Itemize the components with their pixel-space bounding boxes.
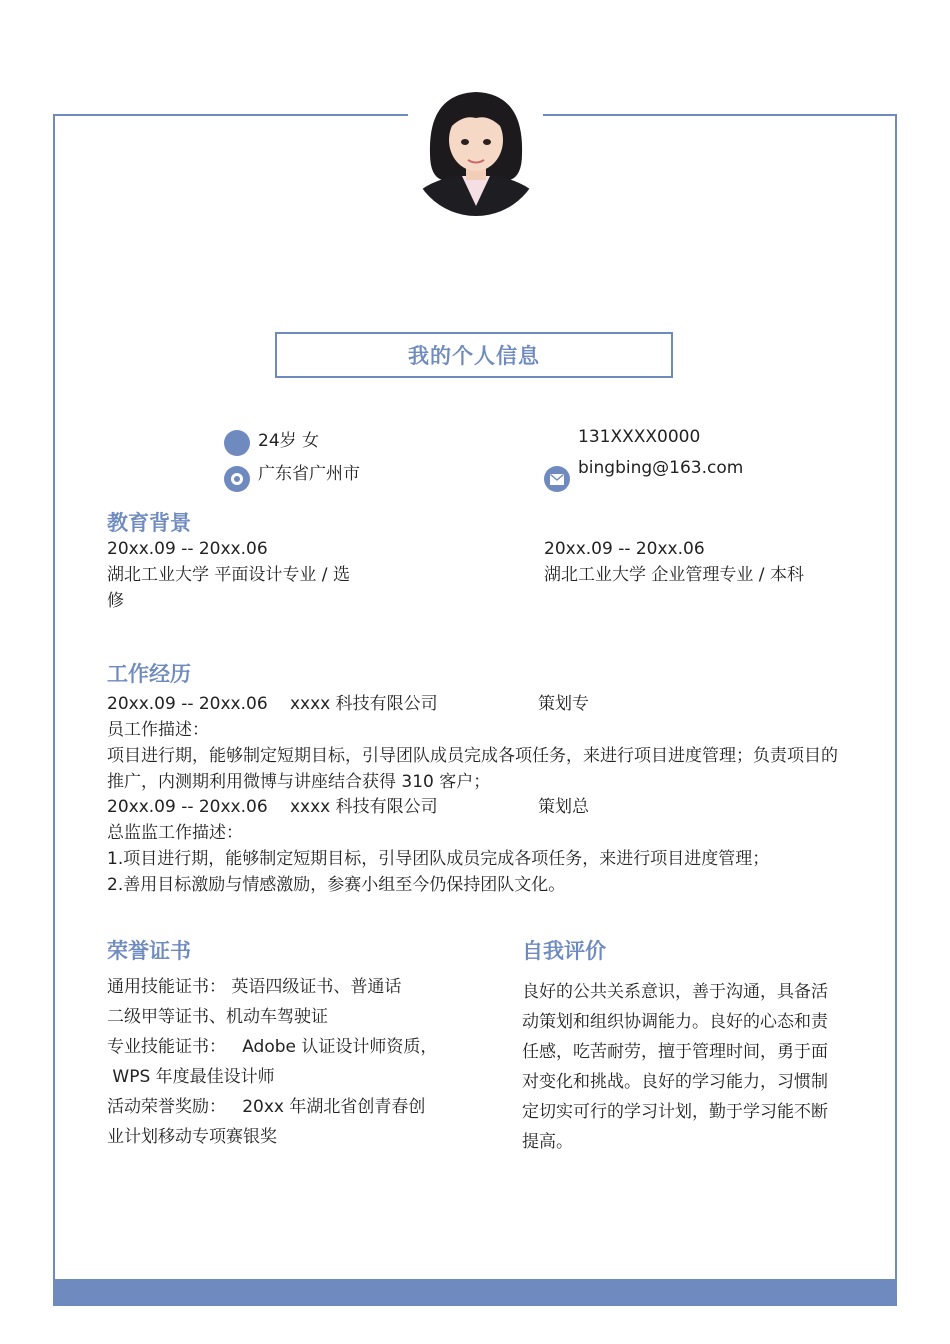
honors-line: 通用技能证书： 英语四级证书、普通话 xyxy=(107,977,402,997)
education-school-1: 湖北工业大学 平面设计专业 / 选 xyxy=(107,565,350,585)
job-2-company: xxxx 科技有限公司 xyxy=(290,797,438,817)
honors-line: WPS 年度最佳设计师 xyxy=(107,1067,275,1087)
job-1-header xyxy=(107,691,867,717)
avatar xyxy=(410,84,542,216)
education-school-2: 湖北工业大学 企业管理专业 / 本科 xyxy=(544,565,804,585)
self-eval-line: 定切实可行的学习计划，勤于学习能不断 xyxy=(522,1102,828,1122)
education-period-2: 20xx.09 -- 20xx.06 xyxy=(544,539,705,559)
self-eval-line: 任感，吃苦耐劳，擅于管理时间，勇于面 xyxy=(522,1042,828,1062)
frame-left-border xyxy=(53,114,55,1280)
work-heading: 工作经历 xyxy=(107,662,191,686)
job-1-title-rest: 员工作描述： xyxy=(107,720,209,740)
job-1-desc-1: 项目进行期，能够制定短期目标，引导团队成员完成各项任务，来进行项目进度管理；负责项目的 xyxy=(107,746,838,766)
honors-line: 活动荣誉奖励： 20xx 年湖北省创青春创 xyxy=(107,1097,426,1117)
job-2-desc-1: 1.项目进行期，能够制定短期目标，引导团队成员完成各项任务，来进行项目进度管理； xyxy=(107,849,770,869)
education-heading: 教育背景 xyxy=(107,511,191,535)
frame-top-left-border xyxy=(53,114,408,116)
honors-line: 专业技能证书： Adobe 认证设计师资质， xyxy=(107,1037,438,1057)
footer-bar xyxy=(53,1279,897,1306)
frame-top-right-border xyxy=(543,114,897,116)
job-1-desc-2: 推广，内测期利用微博与讲座结合获得 310 客户； xyxy=(107,772,491,792)
age-gender-text: 24岁 女 xyxy=(258,431,320,451)
education-school-1-cont: 修 xyxy=(107,591,124,611)
honors-line: 二级甲等证书、机动车驾驶证 xyxy=(107,1007,328,1027)
education-period-1: 20xx.09 -- 20xx.06 xyxy=(107,539,268,559)
page-title: 我的个人信息 xyxy=(408,344,540,368)
job-2-title: 策划总 xyxy=(538,797,589,817)
self-eval-line: 良好的公共关系意识，善于沟通，具备活 xyxy=(522,982,828,1002)
section-title-box xyxy=(275,332,673,378)
person-icon xyxy=(224,430,250,456)
location-pin-icon xyxy=(224,466,250,492)
self-eval-line: 提高。 xyxy=(522,1132,573,1152)
job-1-title: 策划专 xyxy=(538,694,589,714)
email-text[interactable]: bingbing@163.com xyxy=(578,458,744,478)
envelope-icon xyxy=(544,466,570,492)
job-2-title-rest: 总监监工作描述： xyxy=(107,823,243,843)
self-eval-line: 动策划和组织协调能力。良好的心态和责 xyxy=(522,1012,828,1032)
frame-right-border xyxy=(895,114,897,1280)
job-2-period: 20xx.09 -- 20xx.06 xyxy=(107,797,268,817)
job-1-company: xxxx 科技有限公司 xyxy=(290,694,438,714)
honors-line: 业计划移动专项赛银奖 xyxy=(107,1127,277,1147)
self-eval-line: 对变化和挑战。良好的学习能力，习惯制 xyxy=(522,1072,828,1092)
job-1-period: 20xx.09 -- 20xx.06 xyxy=(107,694,268,714)
phone-text: 131XXXX0000 xyxy=(578,427,701,447)
self-eval-text xyxy=(522,979,867,1159)
job-2-header xyxy=(107,794,867,820)
honors-list xyxy=(107,974,452,1154)
job-2-desc-2: 2.善用目标激励与情感激励，参赛小组至今仍保持团队文化。 xyxy=(107,875,566,895)
self-eval-heading: 自我评价 xyxy=(522,939,606,963)
honors-heading: 荣誉证书 xyxy=(107,939,191,963)
location-text: 广东省广州市 xyxy=(258,464,360,484)
